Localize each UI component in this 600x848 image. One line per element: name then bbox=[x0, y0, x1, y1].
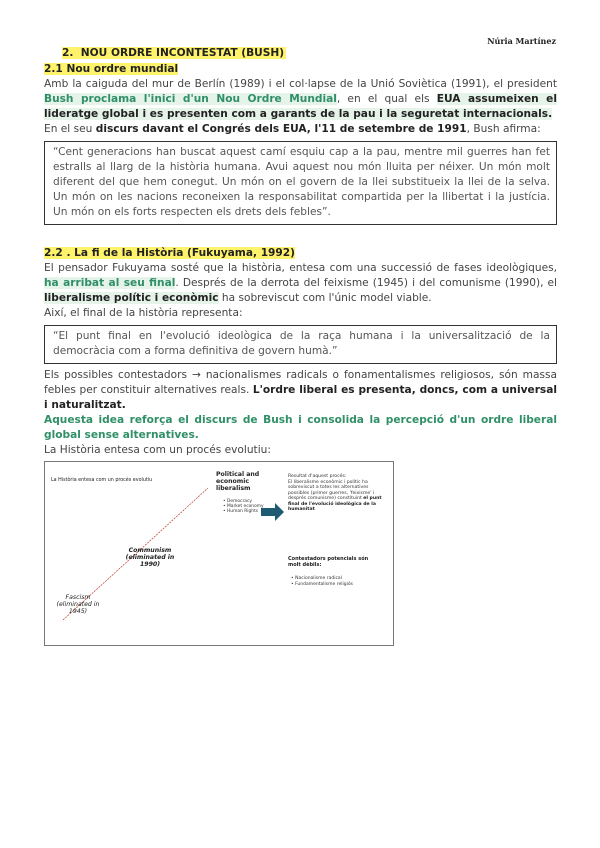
highlight-eua-lideratge: EUA assumeixen el lideratge global i es presenten com a garants de la pau i la seguretat internacionals. bbox=[44, 93, 557, 120]
list-item: • Democracy bbox=[223, 499, 273, 504]
list-item: • Fundamentalisme religiós bbox=[291, 582, 381, 588]
subsection-1-title: 2.1 Nou ordre mundial bbox=[44, 63, 179, 75]
author-name: Núria Martínez bbox=[487, 36, 556, 46]
highlight-liberalisme: liberalisme polític i econòmic bbox=[44, 292, 219, 304]
text-span: , Bush afirma: bbox=[466, 123, 541, 135]
diagram-result-title: Resultat d'aquest procés: bbox=[288, 474, 347, 479]
diagram-liberalism-list bbox=[223, 499, 273, 515]
diagram-communism-label: Communism (eliminated in 1990) bbox=[125, 547, 175, 568]
diagram-result-text bbox=[288, 474, 383, 513]
section-heading-highlight bbox=[62, 47, 286, 59]
main-content bbox=[44, 46, 557, 646]
list-item: • Human Rights bbox=[223, 509, 273, 514]
subsection-2-heading bbox=[44, 246, 557, 261]
bold-discurs-congres: discurs davant el Congrés dels EUA, l'11 de setembre de 1991 bbox=[95, 123, 467, 135]
text-span: Amb la caiguda del mur de Berlín (1989) i el col·lapse de la Unió Soviètica (1991), el president bbox=[44, 78, 557, 90]
text-span: Els possibles contestadors → nacionalismes radicals o fonamentalismes religiosos, són massa febles per constituir alternatives reals. bbox=[44, 369, 557, 396]
diagram-fascism-label: Fascism (eliminated in 1945) bbox=[56, 594, 100, 615]
section-heading bbox=[62, 46, 557, 61]
list-item: • Nacionalisme radical bbox=[291, 576, 381, 582]
paragraph-discurs bbox=[44, 122, 557, 137]
text-span: El pensador Fukuyama sosté que la història, entesa com una successió de fases ideològiques, bbox=[44, 262, 557, 274]
bold-ordre-liberal: L'ordre liberal es presenta, doncs, com a universal i naturalitzat. bbox=[44, 384, 557, 411]
section-title: NOU ORDRE INCONTESTAT (BUSH) bbox=[80, 47, 285, 59]
quote-fukuyama: “El punt final en l'evolució ideològica de la raça humana i la universalització de la democràcia com a forma definitiva de govern humà.” bbox=[44, 325, 557, 364]
green-reforca: Aquesta idea reforça el discurs de Bush i consolida la percepció d'un ordre liberal global sense alternatives. bbox=[44, 414, 557, 441]
paragraph-figure-caption: La Història entesa com un procés evolutiu: bbox=[44, 444, 271, 456]
spacer bbox=[44, 229, 557, 246]
section-number: 2. bbox=[62, 47, 74, 59]
diagram-liberalism-title: Political and economic liberalism bbox=[216, 471, 260, 492]
highlight-bush-proclama: Bush proclama l'inici d'un Nou Ordre Mundial bbox=[44, 93, 337, 105]
paragraph-final-representa: Així, el final de la història representa: bbox=[44, 307, 243, 319]
list-item: • Market economy bbox=[223, 504, 273, 509]
diagram-result-bold: el punt final de l'evolució ideològica de la humanitat bbox=[288, 496, 382, 512]
highlight-final: ha arribat al seu final bbox=[44, 277, 176, 289]
quote-bush: “Cent generacions han buscat aquest camí esquiu cap a la pau, mentre mil guerres han fet estralls al llarg de la història humana. Avui aquest nou món lluita per néixer. Un món molt diferent del que hem conegut. Un món on el govern de la llei substitueix la llei de la selva. Un món on les nacions reconeixen la responsabilitat compartida per la llibertat i la justícia. Un món on els forts respecten els drets dels febles”. bbox=[44, 141, 557, 225]
subsection-1-heading bbox=[44, 62, 557, 77]
text-span: ha sobreviscut com l'únic model viable. bbox=[218, 292, 432, 304]
text-span: En el seu bbox=[44, 123, 96, 135]
paragraph-contestadors bbox=[44, 368, 557, 413]
subsection-2-title: 2.2 . La fi de la Història (Fukuyama, 1992) bbox=[44, 247, 296, 259]
paragraph-bush-new-order bbox=[44, 77, 557, 122]
diagram-contestadors-title: Contestadors potencials són molt dèbils: bbox=[288, 556, 369, 568]
diagram-title: La Història entesa com un procés evolutiu bbox=[51, 478, 153, 483]
paragraph-bush-reforc bbox=[44, 413, 557, 443]
text-span: . Després de la derrota del feixisme (1945) i del comunisme (1990), el bbox=[175, 277, 557, 289]
diagram-contestadors-list bbox=[291, 576, 381, 587]
paragraph-fukuyama bbox=[44, 261, 557, 306]
text-span: , en el qual els bbox=[336, 93, 437, 105]
text-span: El liberalisme econòmic i polític ha sobreviscut a totes les alternatives possibles (primer guerres, 'feixisme' i després comunisme) constituint bbox=[288, 479, 375, 501]
history-diagram bbox=[44, 461, 394, 646]
